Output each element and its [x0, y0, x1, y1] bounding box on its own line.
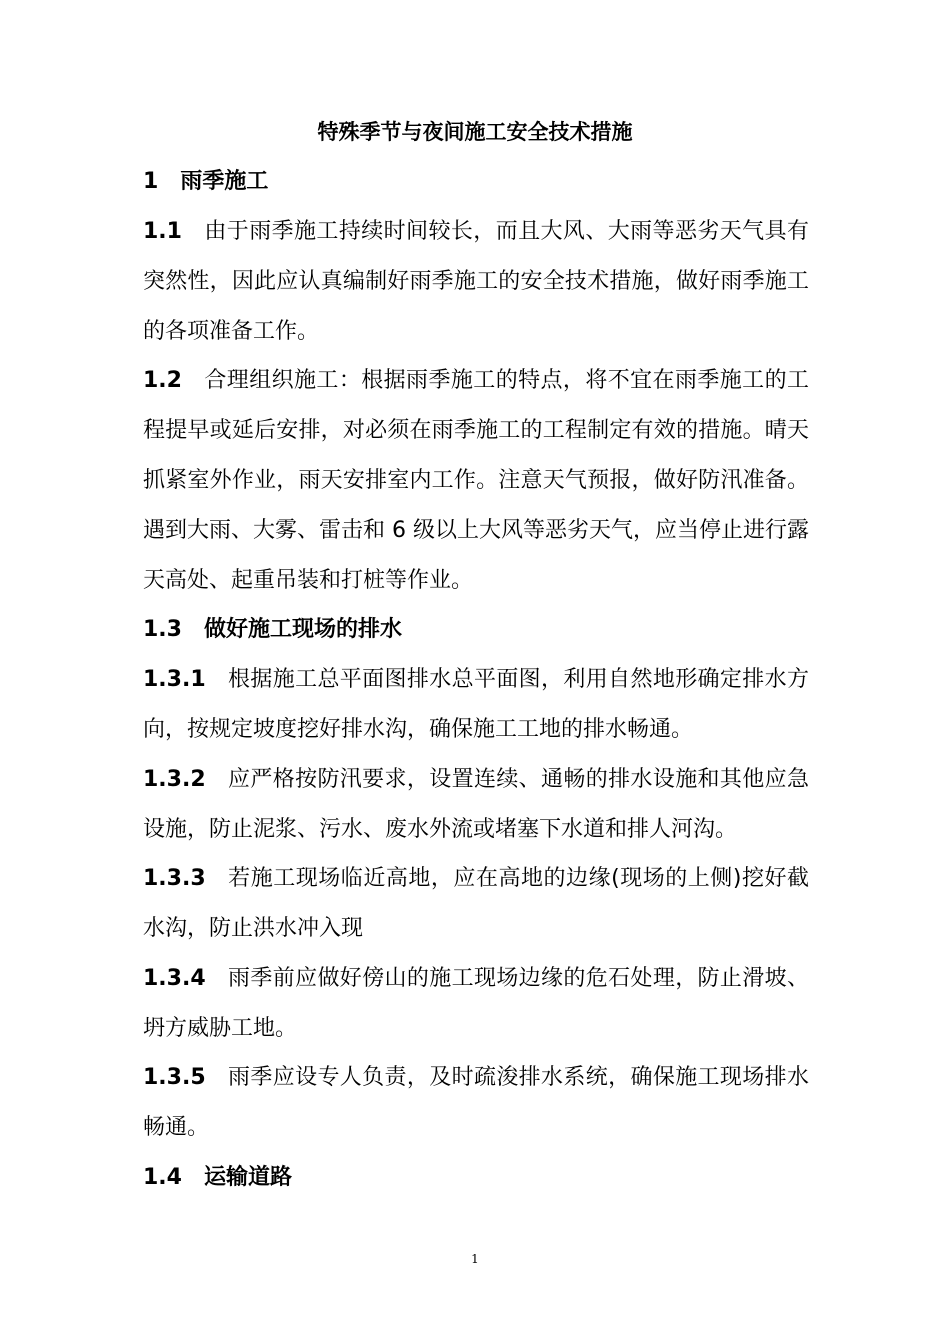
paragraph-1-3-5 [143, 1053, 809, 1153]
paragraph-text: 由于雨季施工持续时间较长，而且大风、大雨等恶劣天气具有突然性，因此应认真编制好雨季施工的安全技术措施，做好雨季施工的各项准备工作。 [143, 219, 809, 344]
paragraph-text: 雨季前应做好傍山的施工现场边缘的危石处理，防止滑坡、坍方威胁工地。 [143, 966, 809, 1041]
section-heading-1 [143, 157, 809, 207]
section-text: 做好施工现场的排水 [203, 617, 402, 642]
section-number: 1.3.2 [143, 767, 206, 792]
paragraph-1-3-2 [143, 755, 809, 855]
paragraph-text: 合理组织施工：根据雨季施工的特点，将不宜在雨季施工的工程提早或延后安排，对必须在雨季施工的工程制定有效的措施。晴天抓紧室外作业，雨天安排室内工作。注意天气预报，做好防汛准备。遇到大雨、大雾、雷击和 6 级以上大风等恶劣天气，应当停止进行露天高处、起重吊装和打桩等作业。 [143, 368, 809, 593]
paragraph-text: 若施工现场临近高地，应在高地的边缘(现场的上侧)挖好截水沟，防止洪水冲入现 [143, 866, 809, 941]
paragraph-1-3-1 [143, 655, 809, 755]
paragraph-1-3-3 [143, 854, 809, 954]
section-number: 1 [143, 169, 159, 194]
section-number: 1.1 [143, 219, 182, 244]
paragraph-1-2 [143, 356, 809, 606]
section-number: 1.2 [143, 368, 182, 393]
document-title: 特殊季节与夜间施工安全技术措施 [317, 120, 633, 144]
section-number: 1.3.3 [143, 866, 206, 891]
paragraph-text: 雨季应设专人负责，及时疏浚排水系统，确保施工现场排水畅通。 [143, 1065, 809, 1140]
section-text: 运输道路 [203, 1165, 292, 1190]
paragraph-text: 根据施工总平面图排水总平面图，利用自然地形确定排水方向，按规定坡度挖好排水沟，确保施工工地的排水畅通。 [143, 667, 809, 742]
section-heading-1-3 [143, 605, 809, 655]
paragraph-1-1 [143, 207, 809, 357]
paragraph-1-3-4 [143, 954, 809, 1054]
page-number: 1 [471, 1252, 479, 1266]
section-number: 1.3 [143, 617, 182, 642]
section-heading-1-4 [143, 1153, 809, 1203]
section-number: 1.3.1 [143, 667, 206, 692]
section-number: 1.3.5 [143, 1065, 206, 1090]
section-number: 1.4 [143, 1165, 182, 1190]
paragraph-text: 应严格按防汛要求，设置连续、通畅的排水设施和其他应急设施，防止泥浆、污水、废水外流或堵塞下水道和排人河沟。 [143, 767, 809, 842]
section-number: 1.3.4 [143, 966, 206, 991]
section-text: 雨季施工 [180, 169, 269, 194]
